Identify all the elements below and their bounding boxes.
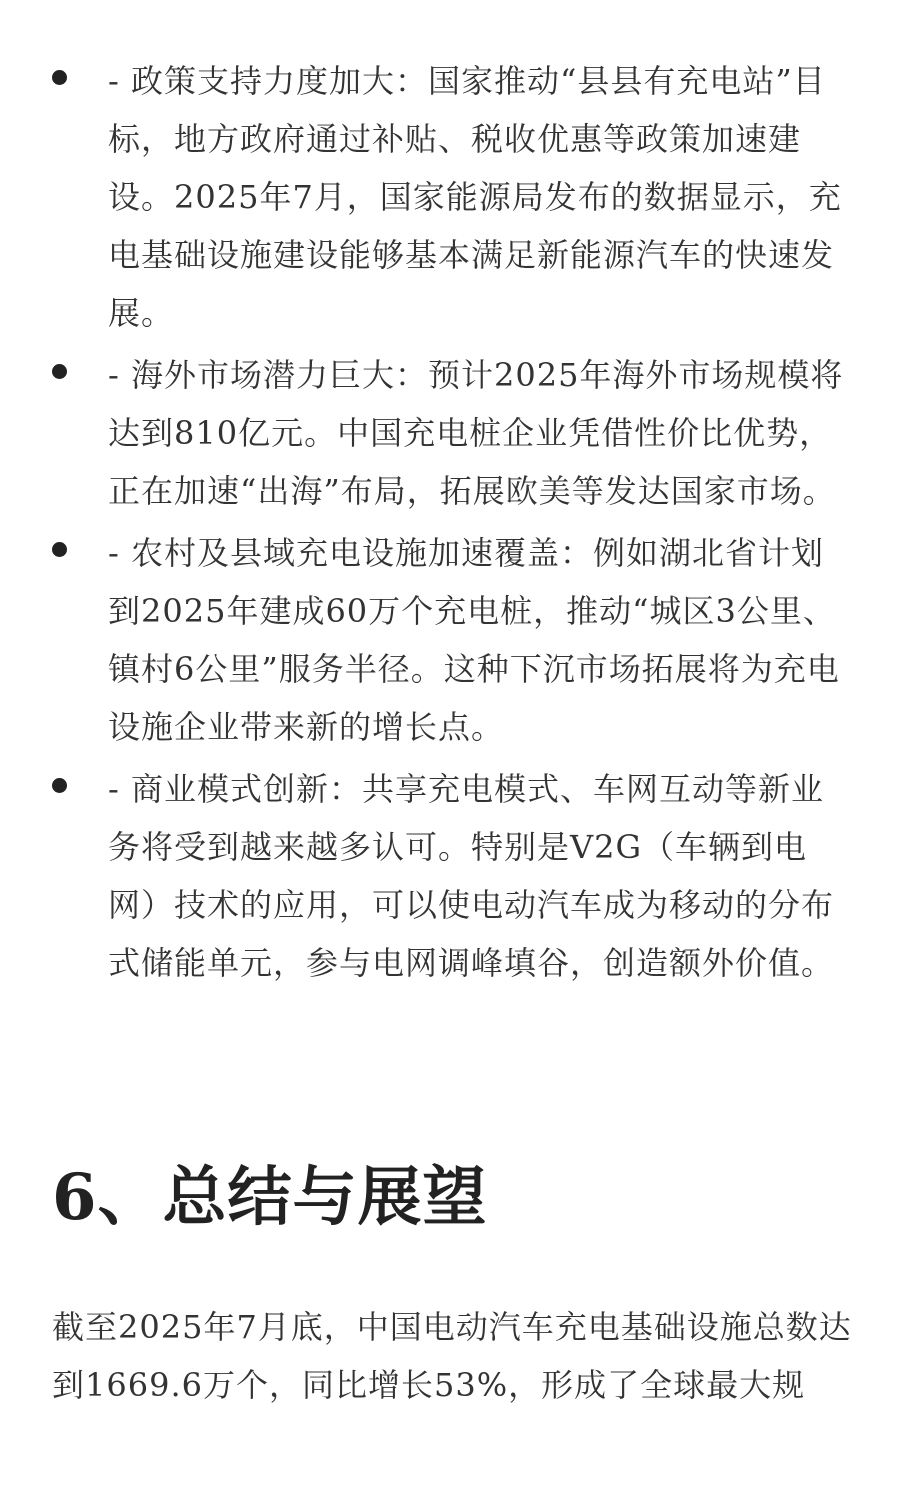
list-item-policy-support — [0, 52, 900, 342]
bullet-list — [0, 52, 900, 996]
list-item-text: - 商业模式创新：共享充电模式、车网互动等新业务将受到越来越多认可。特别是V2G（车辆到电网）技术的应用，可以使电动汽车成为移动的分布式储能单元，参与电网调峰填谷，创造额外价值。 — [108, 770, 835, 982]
summary-paragraph: 截至2025年7月底，中国电动汽车充电基础设施总数达到1669.6万个，同比增长53%，形成了全球最大规 — [52, 1308, 852, 1404]
bullet-dot-icon — [52, 542, 67, 557]
list-item-text: - 政策支持力度加大：国家推动“县县有充电站”目标，地方政府通过补贴、税收优惠等政策加速建设。2025年7月，国家能源局发布的数据显示，充电基础设施建设能够基本满足新能源汽车的快速发展。 — [108, 62, 842, 332]
list-item-rural-coverage — [0, 524, 900, 756]
bullet-dot-icon — [52, 70, 67, 85]
section-heading: 6、总结与展望 — [52, 1160, 488, 1235]
list-item-text: - 农村及县域充电设施加速覆盖：例如湖北省计划到2025年建成60万个充电桩，推动“城区3公里、镇村6公里”服务半径。这种下沉市场拓展将为充电设施企业带来新的增长点。 — [108, 534, 840, 746]
list-item-text: - 海外市场潜力巨大：预计2025年海外市场规模将达到810亿元。中国充电桩企业凭借性价比优势，正在加速“出海”布局，拓展欧美等发达国家市场。 — [108, 356, 844, 510]
list-item-business-model — [0, 760, 900, 992]
list-item-overseas-market — [0, 346, 900, 520]
bullet-dot-icon — [52, 778, 67, 793]
bullet-dot-icon — [52, 364, 67, 379]
